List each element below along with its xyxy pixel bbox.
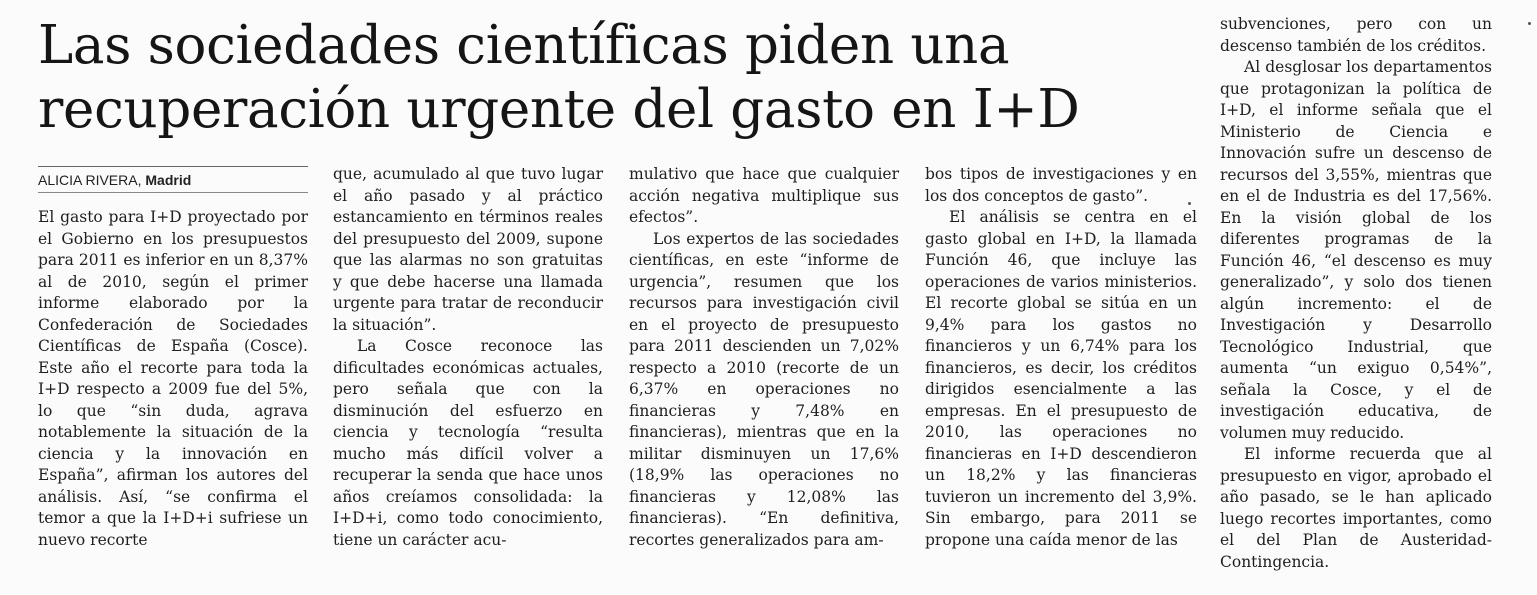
paragraph: Al desglosar los departamentos que protagonizan la política de I+D, el informe señala que el Ministerio de Ciencia e Innovación sufre un descenso de recursos del 3,55%, mientras que en el de Industria es del 17,56%. En la visión global de los diferentes programas de la Función 46, “el descenso es muy generalizado”, y solo dos tienen algún incremento: el de Investigación y Desarrollo Tecnológico Industrial, que aumenta “un exiguo 0,54%”, señala la Cosce, y el de investigación educativa, de volumen muy reducido.: [1220, 58, 1492, 442]
byline: [38, 171, 191, 189]
paragraph: El gasto para I+D proyectado por el Gobierno en los presupuestos para 2011 es inferior en un 8,37% al de 2010, según el primer informe elaborado por la Confederación de Sociedades Científicas de España (Cosce). Este año el recorte para toda la I+D respecto a 2009 fue del 5%, lo que “sin duda, agrava notablemente la situación de la ciencia y la innovación en España”, afirman los autores del análisis. Así, “se confirma el temor a que la I+D+i sufriese un nuevo recorte: [38, 208, 308, 549]
article-column-3: [629, 164, 899, 551]
headline: Las sociedades científicas piden una recuperación urgente del gasto en I+D: [38, 15, 1080, 140]
paragraph: mulativo que hace que cualquier acción negativa multiplique sus efectos”.: [629, 165, 899, 226]
paragraph: El informe recuerda que al presupuesto en vigor, aprobado el año pasado, se le han aplicado luego recortes importantes, como el del Plan de Austeridad-Contingencia.: [1220, 445, 1492, 571]
article-column-1: [38, 207, 308, 551]
byline-top-rule: [38, 166, 308, 167]
paragraph: subvenciones, pero con un descenso también de los créditos.: [1220, 15, 1492, 55]
paragraph: Los expertos de las sociedades científicas, en este “informe de urgencia”, resumen que los recursos para investigación civil en el proyecto de presupuesto para 2011 descienden un 7,02% respecto a 2010 (recorte de un 6,37% en operaciones no financieras y 7,48% en financieras), mientras que en la militar disminuyen un 17,6% (18,9% las operaciones no financieras y 12,08% las financieras). “En definitiva, recortes generalizados para am-: [629, 229, 899, 549]
scan-speck: [1188, 202, 1191, 205]
article-column-4: [925, 164, 1197, 551]
paragraph: El análisis se centra en el gasto global en I+D, la llamada Función 46, que incluye las operaciones de varios ministerios. El recorte global se sitúa en un 9,4% para los gastos no financieros y un 6,74% para los financieros, es decir, los créditos dirigidos esencialmente a las empresas. En el presupuesto de 2010, las operaciones no financieras en I+D descendieron un 18,2% y las financieras tuvieron un incremento del 3,9%. Sin embargo, para 2011 se propone una caída menor de las: [925, 208, 1197, 549]
scan-speck: [1528, 22, 1531, 25]
paragraph: que, acumulado al que tuvo lugar el año pasado y al práctico estancamiento en términos reales del presupuesto del 2009, supone que las alarmas no son gratuitas y que debe hacerse una llamada urgente para tratar de reconducir la situación”.: [333, 165, 603, 334]
paragraph: bos tipos de investigaciones y en los dos conceptos de gasto”.: [925, 165, 1197, 205]
byline-city: Madrid: [145, 172, 192, 188]
article-column-5: [1220, 14, 1492, 573]
paragraph: La Cosce reconoce las dificultades económicas actuales, pero señala que con la disminución del esfuerzo en ciencia y tecnología “resulta mucho más difícil volver a recuperar la senda que hace unos años creíamos consolidada: la I+D+i, como todo conocimiento, tiene un carácter acu-: [333, 337, 603, 549]
byline-bottom-rule: [38, 192, 308, 193]
byline-author: ALICIA RIVERA,: [38, 172, 142, 188]
article-column-2: [333, 164, 603, 551]
